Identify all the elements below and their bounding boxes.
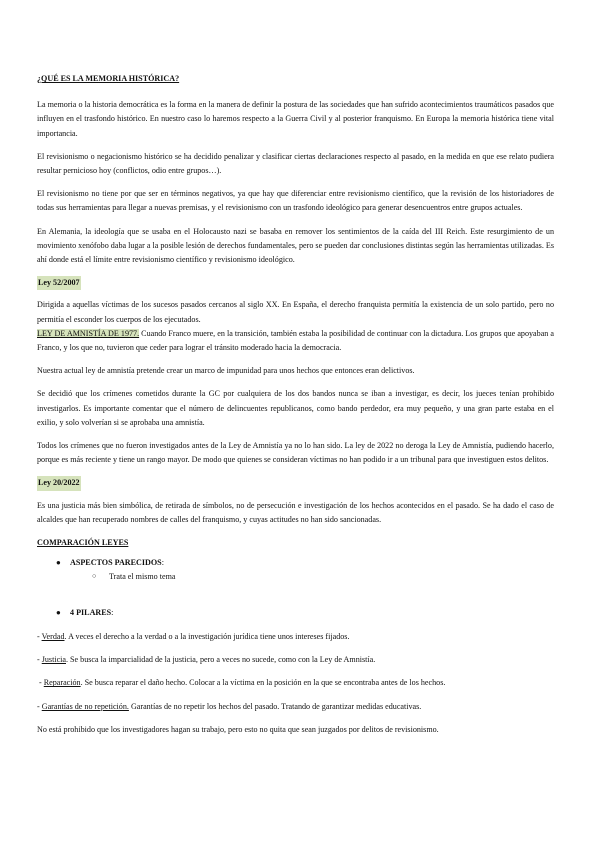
bullet-pilares: [37, 606, 554, 620]
paragraph-amnistia-text: Cuando Franco muere, en la transición, también estaba la posibilidad de continuar con la dictadura. Los grupos que apoyaban a Franco, y los que no, tuvieron que ceder para lograr el tránsito moderado hacia la democracia.: [37, 328, 554, 353]
pillar-text: Garantías de no repetir los hechos del pasado. Tratando de garantizar medidas educativas.: [128, 701, 422, 711]
law-heading-2007: Ley 52/2007: [37, 276, 81, 290]
paragraph-negacionismo: El revisionismo o negacionismo histórico se ha decidido penalizar y clasificar ciertas declaraciones respecto al pasado, en la medida en que ese relato pudiera resultar pernicioso hoy (conflictos, odio entre grupos…).: [37, 151, 554, 176]
pillar-term: Garantías de no repetición.: [41, 701, 129, 711]
paragraph-revisionismo: El revisionismo no tiene por que ser en términos negativos, ya que hay que diferenciar entre revisionismo científico, que la revisión de los historiadores de todas sus herramientas para llegar a nuevas premisas, y el revisionismo con un trasfondo ideológico para generar desencuentros entre grupos actuales.: [37, 189, 554, 213]
bullet-aspectos: [37, 556, 554, 570]
paragraph-justicia-simbolica: Es una justicia más bien simbólica, de retirada de símbolos, no de persecución e investigación de los hechos acontecidos en el pasado. Se ha dado el caso de alcaldes que han recuperado nombres de calles del franquismo, y cuyas actitudes no han sido sancionadas.: [37, 500, 554, 524]
pillar-no-repeticion: - Garantías de no repetición. Garantías de no repetir los hechos del pasado. Tratando de garantizar medidas educativas.: [37, 701, 422, 711]
pillar-verdad: - Verdad. A veces el derecho a la verdad o a la investigación jurídica tiene unos intereses fijados.: [37, 631, 350, 641]
pillar-reparacion: - Reparación. Se busca reparar el daño hecho. Colocar a la víctima en la posición en la que se encontraba antes de los hechos.: [37, 678, 446, 688]
paragraph-amnistia-1977: [37, 327, 554, 355]
paragraph-ley-2022: Todos los crímenes que no fueron investigados antes de la Ley de Amnistía ya no lo han sido. La ley de 2022 no deroga la Ley de Amnistía, pudiendo hacerlo, porque es más reciente y tiene un rango mayor. De modo que quienes se consideran víctimas no han podido ir a un tribunal para que investiguen estos delitos.: [37, 441, 554, 465]
pillar-justicia: - Justicia. Se busca la imparcialidad de la justicia, pero a veces no sucede, como con la Ley de Amnistía.: [37, 655, 376, 665]
paragraph-definition: La memoria o la historia democrática es la forma en la manera de definir la postura de las sociedades que han sufrido acontecimientos traumáticos pasados que influyen en el trasfondo histórico. En nuestro caso lo haremos respecto a la Guerra Civil y al posterior franquismo. En Europa la memoria histórica tiene vital importancia.: [37, 100, 554, 138]
paragraph-impunidad: Nuestra actual ley de amnistía pretende crear un marco de impunidad para unos hechos que entonces eran delictivos.: [37, 366, 415, 376]
pillar-term: Justicia: [41, 655, 66, 665]
circle-bullet-icon: ○: [92, 572, 97, 581]
section-heading-comparacion: COMPARACIÓN LEYES: [37, 538, 129, 548]
bullet-dot-icon: ●: [56, 558, 61, 568]
pillar-term: Reparación: [43, 678, 81, 688]
paragraph-victimas: Dirigida a aquellas víctimas de los sucesos pasados cercanos al siglo XX. En España, el derecho franquista permitía la existencia de un solo partido, pero no permitía el esconder los cuerpos de los ejecutados.: [37, 300, 554, 324]
bullet-label: ASPECTOS PARECIDOS: [70, 558, 162, 568]
sub-bullet-item: [37, 570, 554, 584]
pillar-text: . Se busca la imparcialidad de la justicia, pero a veces no sucede, como con la Ley de Amnistía.: [66, 655, 376, 665]
sub-bullet-label: Trata el mismo tema: [109, 572, 176, 582]
bullet-colon: :: [111, 607, 114, 617]
bullet-colon: :: [161, 558, 164, 568]
pillar-term: Verdad: [41, 631, 65, 641]
law-heading-2022: Ley 20/2022: [37, 476, 81, 490]
highlight-amnistia-1977: LEY DE AMNISTÍA DE 1977.: [37, 328, 140, 338]
pillar-text: . A veces el derecho a la verdad o a la investigación jurídica tiene unos intereses fijados.: [64, 631, 350, 641]
bullet-label: 4 PILARES: [70, 607, 112, 617]
bullet-dot-icon: ●: [56, 607, 61, 617]
paragraph-conclusion: No está prohibido que los investigadores hagan su trabajo, pero esto no quita que sean juzgados por delitos de revisionismo.: [37, 724, 439, 734]
paragraph-alemania: En Alemania, la ideología que se usaba en el Holocausto nazi se basaba en remover los sentimientos de la caída del III Reich. Este resurgimiento de un movimiento xenófobo daba lugar a la posible lesión de derechos fundamentales, pero se pueden dar conclusiones distintas según las herramientas utilizadas. Es ahí donde está el límite entre revisionismo científico y revisionismo ideológico.: [37, 226, 554, 265]
paragraph-crimenes-gc: Se decidió que los crímenes cometidos durante la GC por cualquiera de los dos bandos nunca se iban a investigar, es decir, los jueces tenían prohibido investigarlos. Es importante comentar que el número de delincuentes republicanos, como bando perdedor, era muy pequeño, y una gran parte estaba en el exilio, y solo volverían si se aprobaba una amnistía.: [37, 389, 554, 427]
page-title: ¿QUÉ ES LA MEMORIA HISTÓRICA?: [37, 74, 180, 83]
pillar-text: . Se busca reparar el daño hecho. Colocar a la víctima en la posición en la que se encontraba antes de los hechos.: [80, 678, 446, 688]
